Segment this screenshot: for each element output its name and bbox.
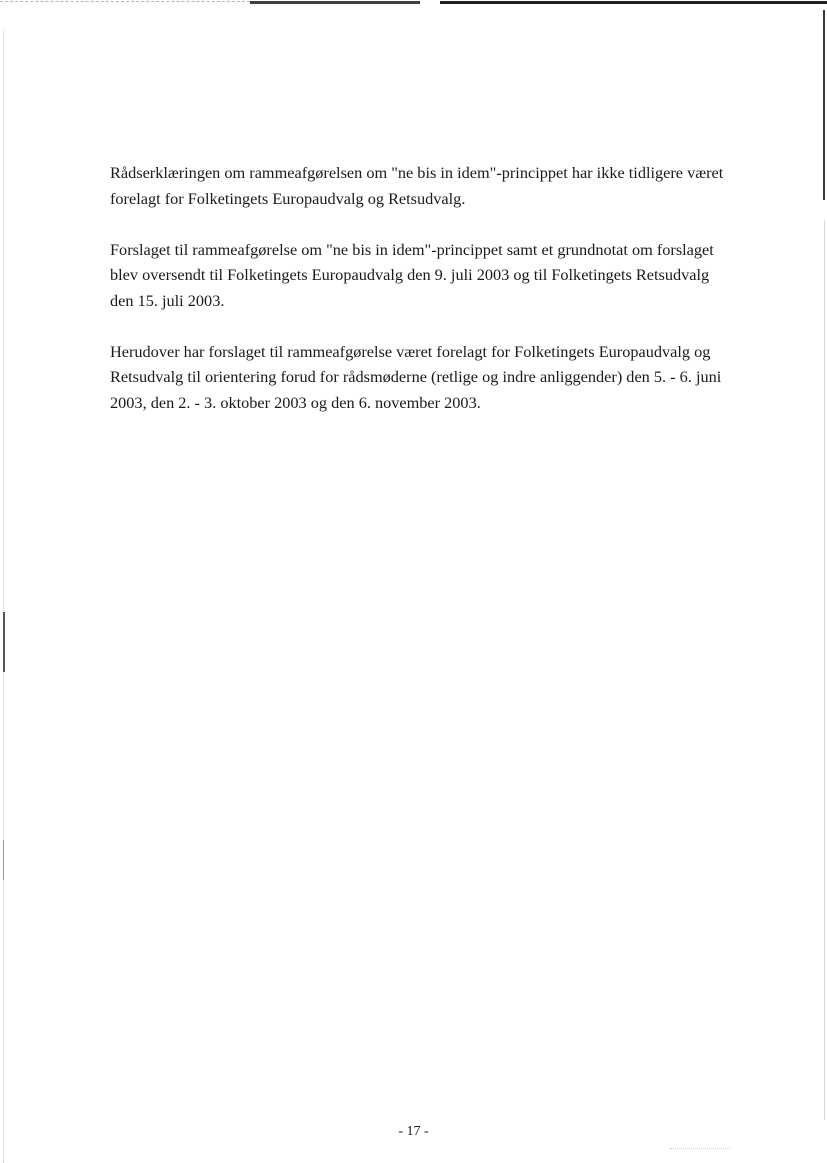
scan-smudge (670, 1148, 730, 1159)
paragraph (110, 237, 760, 314)
scan-edge-shadow (440, 1, 827, 4)
paragraph (110, 160, 760, 211)
text-line: blev oversendt til Folketingets Europaudvalg den 9. juli 2003 og til Folketingets Retsudvalg (110, 265, 710, 284)
text-line: Retsudvalg til orientering forud for rådsmøderne (retlige og indre anliggender) den 5. - 6. juni (110, 367, 722, 386)
text-line: den 15. juli 2003. (110, 290, 225, 310)
scan-border-top (0, 0, 827, 6)
text-line: forelagt for Folketingets Europaudvalg og Retsudvalg. (110, 188, 466, 208)
text-line: Rådserklæringen om rammeafgørelsen om "ne bis in idem"-princippet har ikke tidligere været (110, 163, 724, 182)
body-text (110, 160, 760, 441)
scan-dash-line (0, 1, 250, 3)
page-number: - 17 - (398, 1124, 429, 1139)
scan-border-right (823, 10, 825, 200)
text-line: Forslaget til rammeafgørelse om "ne bis in idem"-princippet samt et grundnotat om forslaget (110, 239, 714, 259)
text-line: Herudover har forslaget til rammeafgørelse været forelagt for Folketingets Europaudvalg og (110, 341, 711, 361)
scan-mark (3, 840, 4, 880)
text-line: 2003, den 2. - 3. oktober 2003 og den 6. november 2003. (110, 392, 481, 412)
scan-border-left (3, 30, 5, 1163)
scan-mark (3, 612, 5, 672)
scan-border-right (824, 220, 825, 1120)
paragraph (110, 339, 760, 416)
scan-edge-shadow (250, 1, 420, 4)
